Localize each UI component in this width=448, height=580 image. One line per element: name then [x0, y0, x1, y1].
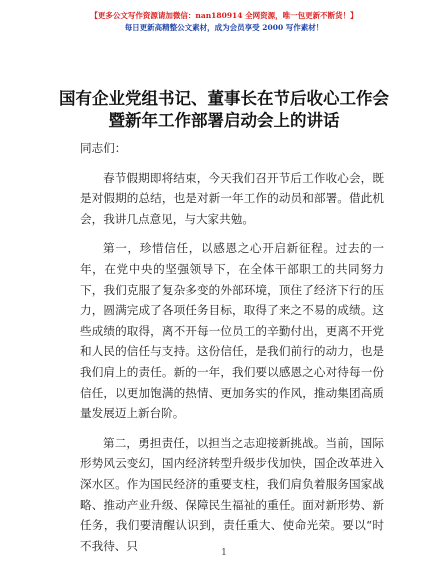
paragraph-point-two: 第二，勇担责任，以担当之志迎接新挑战。当前，国际形势风云变幻，国内经济转型升级步伐加快，国企改革进入深水区。作为国民经济的重要支柱，我们肩负着服务国家战略、推动产业升级、保障民生福祉的重任。面对新形势、新任务，我们要清醒认识到，责任重大、使命光荣。要以“时不我待、只: [80, 435, 384, 553]
paragraph-point-one: 第一，珍惜信任，以感恩之心开启新征程。过去的一年，在党中央的坚强领导下，在全体干部职工的共同努力下，我们克服了复杂多变的外部环境，顶住了经济下行的压力，圆满完成了各项任务目标，取得了来之不易的成绩。这些成绩的取得，离不开每一位员工的辛勤付出，更离不开党和人民的信任与支持。这份信任，是我们前行的动力，也是我们肩上的责任。新的一年，我们要以感恩之心对待每一份信任，以更加饱满的热情、更加务实的作风，推动集团高质量发展迈上新台阶。: [80, 241, 384, 421]
paragraph-opening: 春节假期即将结束，今天我们召开节后工作收心会，既是对假期的总结，也是对新一年工作的动员和部署。借此机会，我讲几点意见，与大家共勉。: [80, 170, 384, 226]
document-body: [80, 138, 384, 556]
page-number: 1: [221, 548, 227, 558]
document-title-line-2: 暨新年工作部署启动会上的讲话: [108, 111, 340, 130]
document-title-line-1: 国有企业党组书记、董事长在节后收心工作会: [59, 89, 389, 108]
salutation: 同志们：: [80, 141, 127, 155]
promo-banner-line-1: 【更多公文写作资源请加微信：nan180914 全网资源，唯一包更新不断货！】: [90, 11, 358, 20]
promo-banner-line-2: 每日更新高精整公文素材，成为会员享受 2000 写作素材！: [124, 23, 324, 32]
